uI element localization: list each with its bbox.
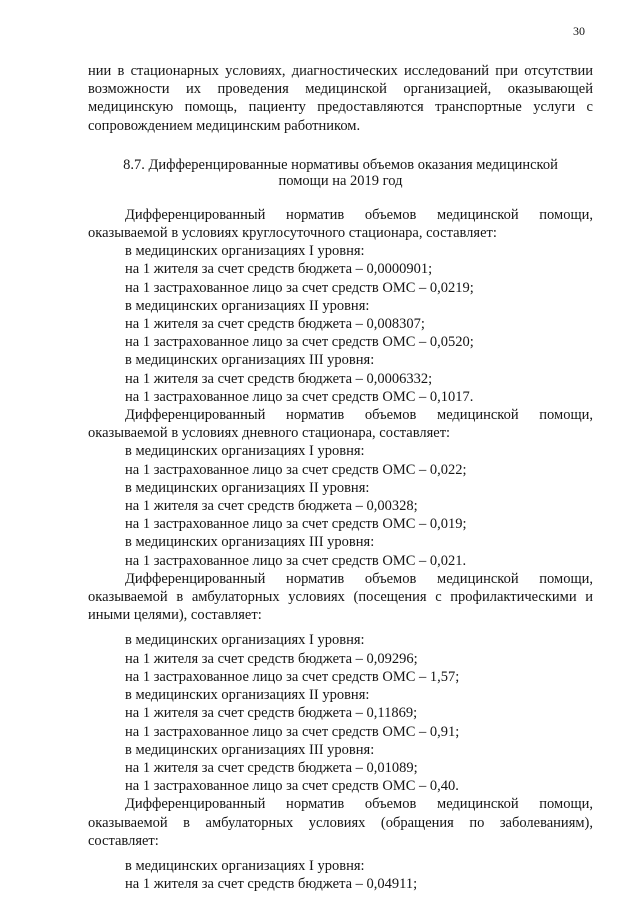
list-line: в медицинских организациях I уровня:	[125, 243, 365, 260]
block-intro: Дифференцированный норматив объемов медицинской помощи, оказываемой в амбулаторных условиях (посещения с профилактическими и иными целями), составляет:	[88, 570, 593, 624]
list-line: на 1 застрахованное лицо за счет средств ОМС – 0,0219;	[125, 279, 474, 296]
list-line: в медицинских организациях I уровня:	[125, 857, 365, 874]
list-line: в медицинских организациях I уровня:	[125, 443, 365, 460]
block-outpatient-visits	[88, 570, 593, 795]
list-line: на 1 жителя за счет средств бюджета – 0,01089;	[125, 759, 418, 776]
list-line: в медицинских организациях III уровня:	[125, 534, 375, 551]
list-line: на 1 застрахованное лицо за счет средств ОМС – 1,57;	[125, 668, 460, 685]
list-line: в медицинских организациях II уровня:	[125, 687, 370, 704]
list-line: на 1 жителя за счет средств бюджета – 0,0000901;	[125, 261, 433, 278]
list-line: на 1 застрахованное лицо за счет средств ОМС – 0,40.	[125, 778, 459, 795]
spacer	[88, 624, 593, 631]
intro-paragraph: нии в стационарных условиях, диагностических исследований при отсутствии возможности их проведения медицинской организацией, оказывающей медицинскую помощь, пациенту предоставляются транспортные услуги с сопровождением медицинским работником.	[88, 63, 593, 134]
block-round-the-clock-hospital	[88, 206, 593, 406]
list-line: на 1 жителя за счет средств бюджета – 0,09296;	[125, 650, 418, 667]
page-number: 30	[573, 24, 585, 38]
block-day-hospital	[88, 406, 593, 570]
list-line: на 1 жителя за счет средств бюджета – 0,0006332;	[125, 370, 433, 387]
list-line: в медицинских организациях I уровня:	[125, 632, 365, 649]
section-heading-line-2: помощи на 2019 год	[278, 172, 403, 189]
list-line: на 1 застрахованное лицо за счет средств ОМС – 0,0520;	[125, 334, 474, 351]
block-intro: Дифференцированный норматив объемов медицинской помощи, оказываемой в условиях круглосуточного стационара, составляет:	[88, 206, 593, 242]
list-line: на 1 застрахованное лицо за счет средств ОМС – 0,91;	[125, 723, 460, 740]
list-line: на 1 жителя за счет средств бюджета – 0,008307;	[125, 316, 425, 333]
list-line: на 1 жителя за счет средств бюджета – 0,11869;	[125, 705, 418, 722]
block-intro: Дифференцированный норматив объемов медицинской помощи, оказываемой в условиях дневного стационара, составляет:	[88, 407, 593, 442]
block-intro: Дифференцированный норматив объемов медицинской помощи, оказываемой в амбулаторных условиях (обращения по заболеваниям), составляет:	[88, 796, 593, 849]
list-line: на 1 застрахованное лицо за счет средств ОМС – 0,1017.	[125, 388, 474, 405]
list-line: в медицинских организациях III уровня:	[125, 741, 375, 758]
list-line: на 1 застрахованное лицо за счет средств ОМС – 0,021.	[125, 552, 467, 569]
spacer	[88, 850, 593, 857]
section-heading-line-1: 8.7. Дифференцированные нормативы объемов оказания медицинской	[123, 156, 558, 173]
list-line: на 1 застрахованное лицо за счет средств ОМС – 0,022;	[125, 461, 467, 478]
list-line: на 1 жителя за счет средств бюджета – 0,00328;	[125, 498, 418, 515]
list-line: в медицинских организациях III уровня:	[125, 352, 375, 369]
list-line: на 1 жителя за счет средств бюджета – 0,04911;	[125, 876, 418, 893]
document-body	[88, 62, 593, 893]
section-heading	[88, 157, 593, 189]
block-outpatient-appeals	[88, 795, 593, 893]
list-line: в медицинских организациях II уровня:	[125, 479, 370, 496]
list-line: в медицинских организациях II уровня:	[125, 297, 370, 314]
list-line: на 1 застрахованное лицо за счет средств ОМС – 0,019;	[125, 516, 467, 533]
